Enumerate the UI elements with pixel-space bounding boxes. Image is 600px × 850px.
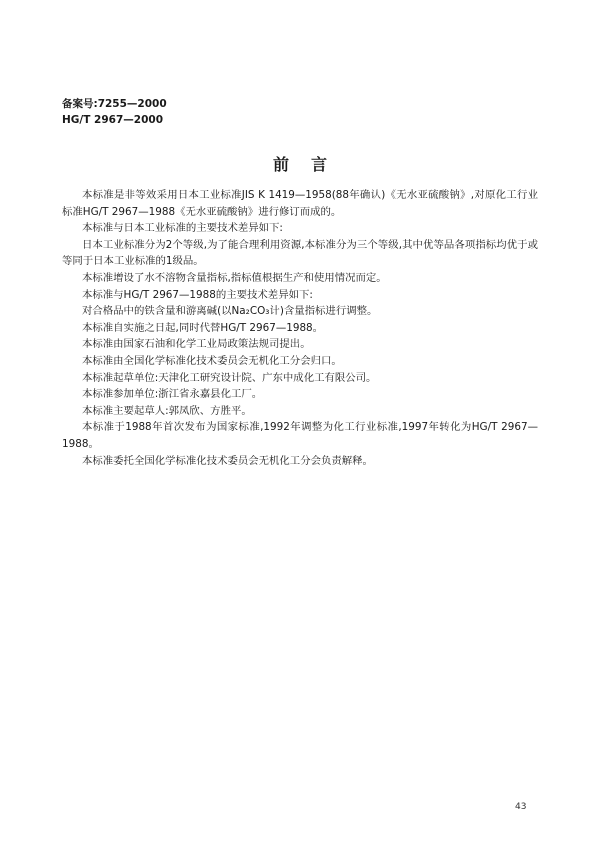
paragraph: 本标准与HG/T 2967—1988的主要技术差异如下: — [82, 288, 313, 301]
paragraph: 本标准主要起草人:郭凤欣、方胜平。 — [82, 404, 252, 417]
record-number: 备案号:7255—2000 — [62, 98, 167, 110]
paragraph: 本标准增设了水不溶物含量指标,指标值根据生产和使用情况而定。 — [82, 271, 387, 284]
paragraph: 本标准起草单位:天津化工研究设计院、广东中成化工有限公司。 — [82, 371, 377, 384]
standard-number: HG/T 2967—2000 — [62, 114, 164, 126]
paragraph: 本标准与日本工业标准的主要技术差异如下: — [82, 222, 283, 235]
paragraph: 本标准由国家石油和化学工业局政策法规司提出。 — [82, 338, 311, 351]
standard-identifiers — [62, 96, 167, 128]
paragraph: 本标准是非等效采用日本工业标准JIS K 1419—1958(88年确认)《无水亚硫酸钠》,对原化工行业标准HG/T 2967—1988《无水亚硫酸钠》进行修订而成的。 — [62, 189, 538, 218]
paragraph: 本标准自实施之日起,同时代替HG/T 2967—1988。 — [82, 321, 324, 334]
paragraph: 本标准由全国化学标准化技术委员会无机化工分会归口。 — [82, 354, 342, 367]
paragraph: 本标准于1988年首次发布为国家标准,1992年调整为化工行业标准,1997年转化为HG/T 2967—1988。 — [62, 421, 538, 450]
paragraph: 对合格品中的铁含量和游离碱(以Na₂CO₃计)含量指标进行调整。 — [82, 305, 378, 318]
paragraph: 日本工业标准分为2个等级,为了能合理利用资源,本标准分为三个等级,其中优等品各项指标均优于或等同于日本工业标准的1级品。 — [62, 238, 538, 268]
page-title: 前言 — [272, 155, 349, 174]
paragraph: 本标准参加单位:浙江省永嘉县化工厂。 — [82, 388, 263, 401]
paragraph: 本标准委托全国化学标准化技术委员会无机化工分会负责解释。 — [82, 454, 373, 467]
foreword-body — [62, 187, 538, 469]
page-number: 43 — [515, 802, 527, 812]
